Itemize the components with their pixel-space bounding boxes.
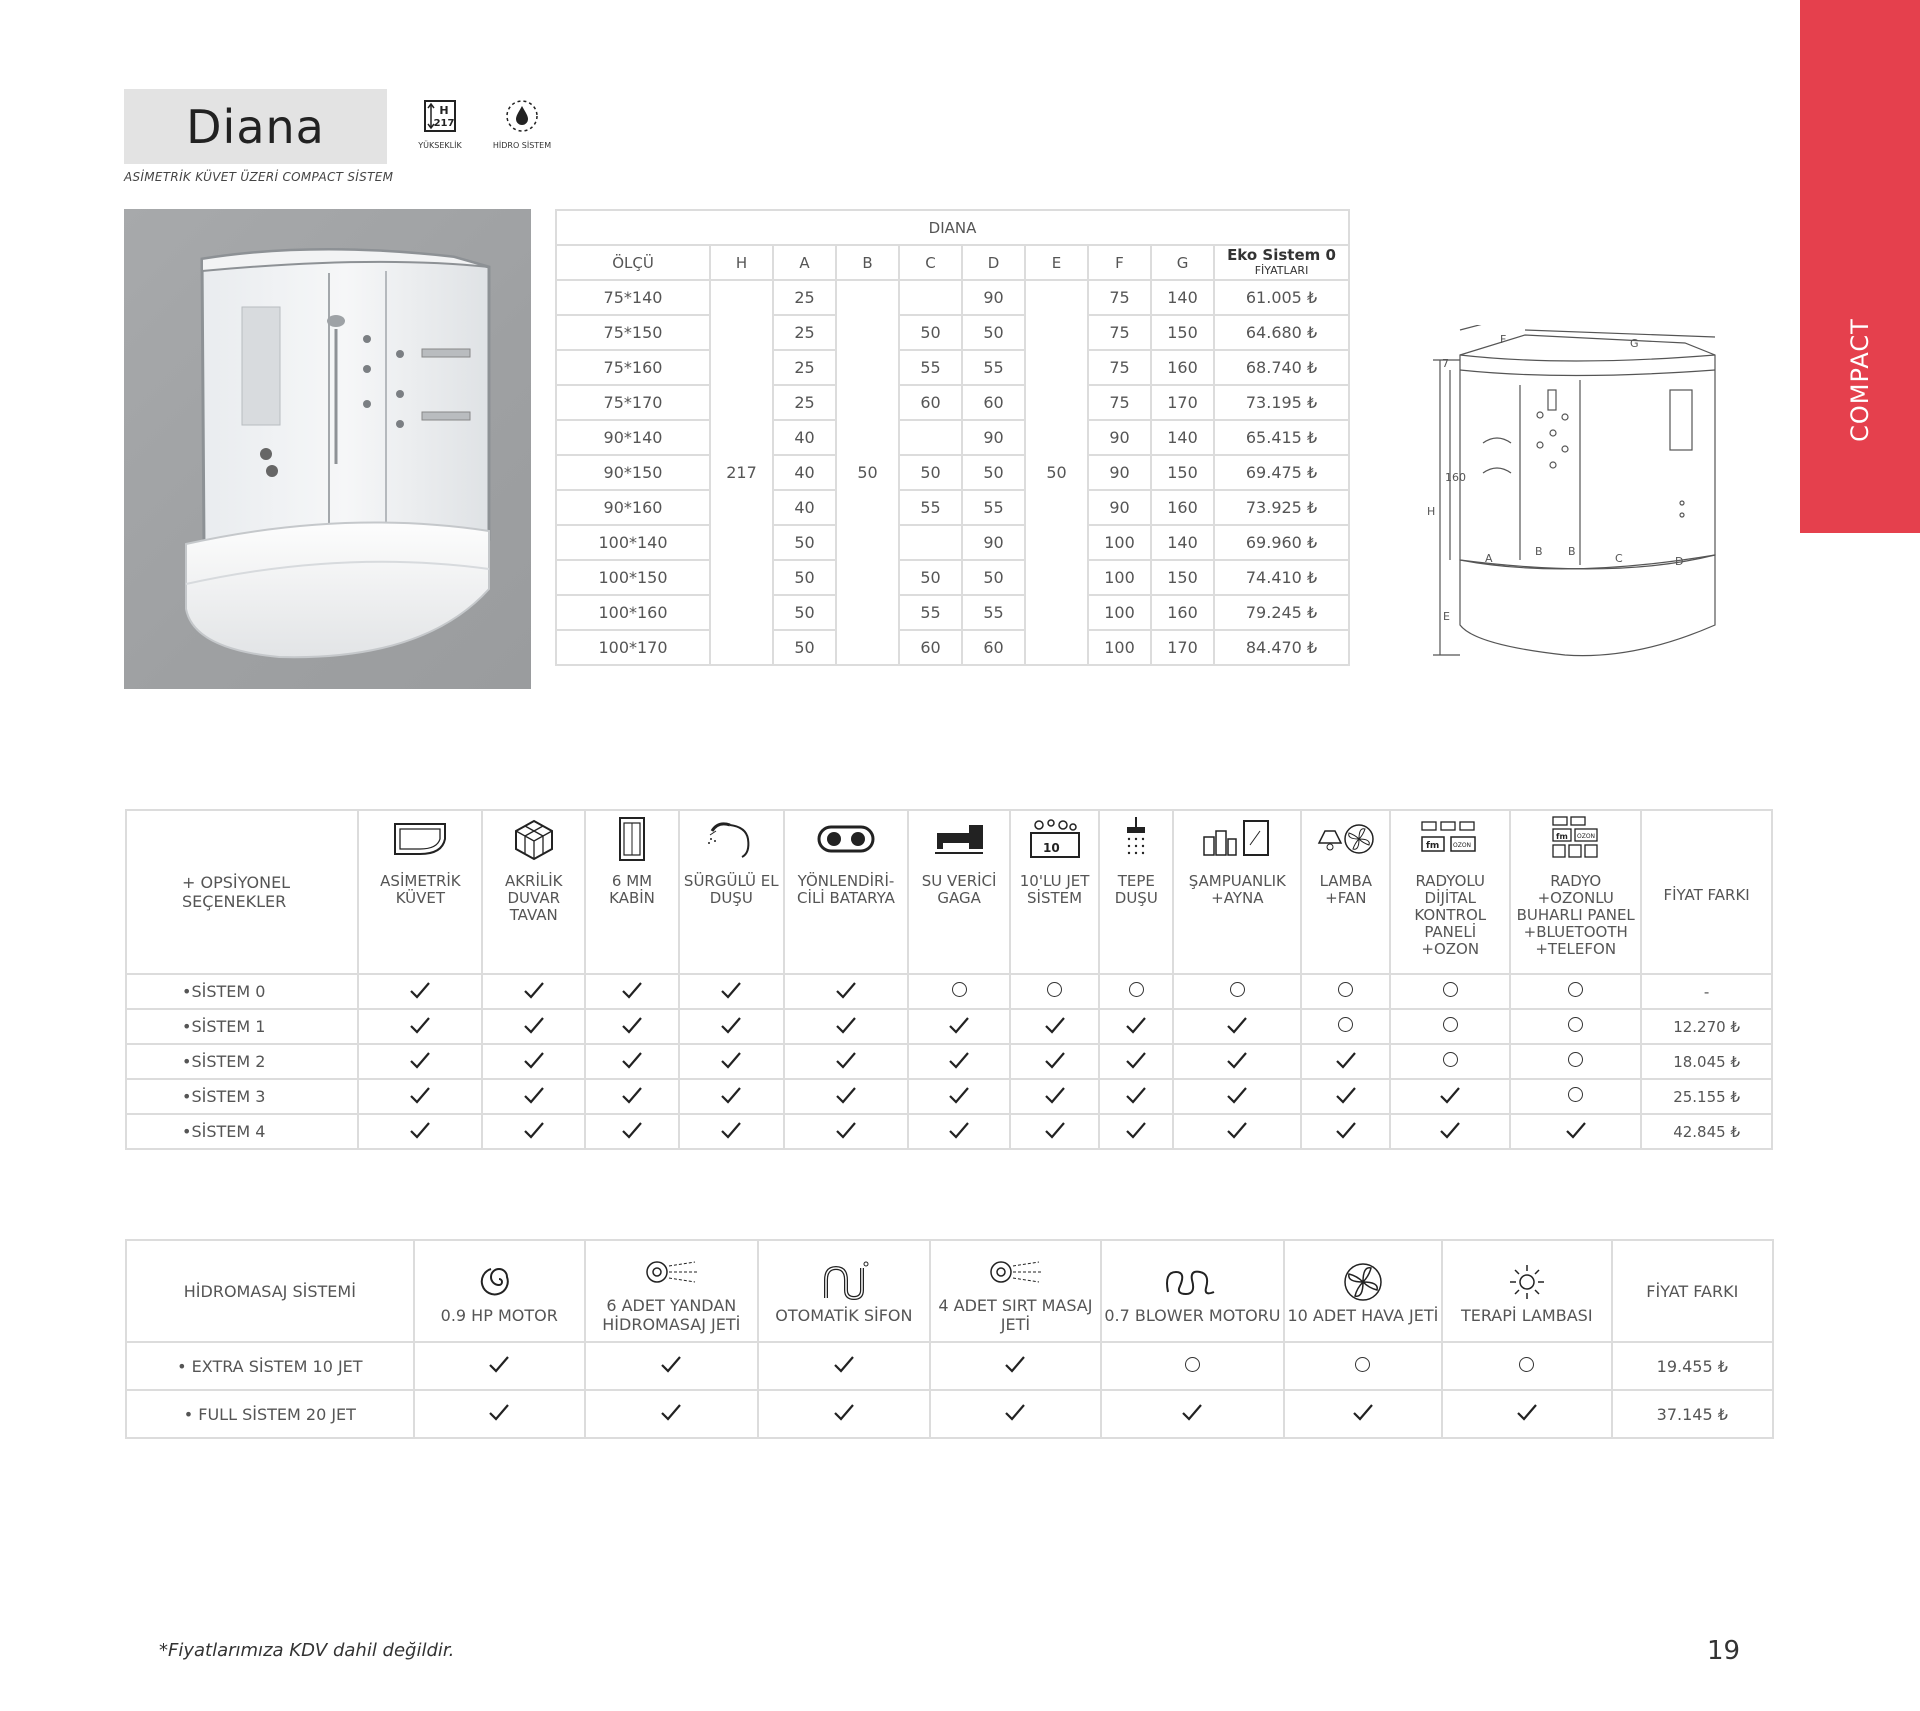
option-column-header bbox=[1099, 810, 1173, 974]
check-icon bbox=[1099, 1009, 1173, 1044]
col-d: D bbox=[962, 245, 1025, 280]
check-icon bbox=[1099, 1044, 1173, 1079]
hydro-column-label: TERAPİ LAMBASI bbox=[1460, 1305, 1593, 1325]
size-cell-price: 69.960 ₺ bbox=[1214, 525, 1349, 560]
col-c: C bbox=[899, 245, 962, 280]
air-jet-icon bbox=[1287, 1258, 1439, 1306]
size-cell-d: 55 bbox=[962, 595, 1025, 630]
product-title: Diana bbox=[124, 89, 387, 164]
check-icon bbox=[1099, 1114, 1173, 1149]
size-cell-e: 50 bbox=[1025, 280, 1088, 665]
check-icon bbox=[585, 1079, 679, 1114]
size-cell-h: 217 bbox=[710, 280, 773, 665]
motor-icon bbox=[417, 1258, 582, 1306]
circle-icon bbox=[1301, 1009, 1390, 1044]
option-price-diff: 18.045 ₺ bbox=[1641, 1044, 1772, 1079]
size-cell-c: 50 bbox=[899, 560, 962, 595]
check-icon bbox=[1301, 1044, 1390, 1079]
height-badge-label: YÜKSEKLİK bbox=[418, 141, 462, 150]
option-column-header bbox=[1510, 810, 1641, 974]
check-icon bbox=[482, 1114, 585, 1149]
check-icon bbox=[482, 1009, 585, 1044]
circle-icon bbox=[1173, 974, 1301, 1009]
size-cell-a: 25 bbox=[773, 385, 836, 420]
check-icon bbox=[585, 974, 679, 1009]
option-column-header bbox=[1390, 810, 1510, 974]
siphon-icon bbox=[761, 1258, 927, 1306]
check-icon bbox=[679, 1114, 784, 1149]
option-price-diff: 25.155 ₺ bbox=[1641, 1079, 1772, 1114]
hydro-price-diff: 19.455 ₺ bbox=[1612, 1342, 1773, 1390]
technical-drawing bbox=[1415, 325, 1740, 665]
size-cell-f: 75 bbox=[1088, 315, 1151, 350]
col-g: G bbox=[1151, 245, 1214, 280]
side-tab-label: COMPACT bbox=[1846, 318, 1874, 442]
col-price bbox=[1214, 245, 1349, 280]
option-column-header bbox=[482, 810, 585, 974]
hydro-row bbox=[126, 1390, 1773, 1438]
circle-icon bbox=[1510, 1079, 1641, 1114]
size-cell-a: 50 bbox=[773, 630, 836, 665]
option-price-diff: - bbox=[1641, 974, 1772, 1009]
size-cell-a: 50 bbox=[773, 525, 836, 560]
check-icon bbox=[1390, 1079, 1510, 1114]
size-cell-olcu: 90*160 bbox=[556, 490, 710, 525]
size-cell-c: 50 bbox=[899, 455, 962, 490]
size-cell-a: 25 bbox=[773, 280, 836, 315]
circle-icon bbox=[1010, 974, 1099, 1009]
option-column-label: ASİMETRİK KÜVET bbox=[380, 872, 461, 907]
size-cell-a: 40 bbox=[773, 455, 836, 490]
size-cell-olcu: 90*140 bbox=[556, 420, 710, 455]
check-icon bbox=[1010, 1114, 1099, 1149]
circle-icon bbox=[1301, 974, 1390, 1009]
col-b: B bbox=[836, 245, 899, 280]
hydro-column-header bbox=[1101, 1240, 1284, 1342]
svg-text:7: 7 bbox=[1442, 357, 1449, 370]
size-cell-c bbox=[899, 280, 962, 315]
size-cell-olcu: 100*140 bbox=[556, 525, 710, 560]
check-icon bbox=[482, 974, 585, 1009]
option-row bbox=[126, 1079, 1772, 1114]
check-icon bbox=[1173, 1009, 1301, 1044]
check-icon bbox=[1301, 1079, 1390, 1114]
option-column-label: 10'LU JET SİSTEM bbox=[1019, 872, 1090, 907]
check-icon bbox=[1390, 1114, 1510, 1149]
option-column-header bbox=[784, 810, 909, 974]
check-icon bbox=[758, 1390, 930, 1438]
check-icon bbox=[358, 1114, 482, 1149]
svg-text:A: A bbox=[1485, 552, 1493, 565]
option-column-label: YÖNLENDİRİ- CİLİ BATARYA bbox=[797, 872, 895, 907]
shower-cabin-illustration bbox=[124, 209, 531, 689]
size-cell-g: 150 bbox=[1151, 455, 1214, 490]
check-icon bbox=[679, 1044, 784, 1079]
hydro-column-label: 6 ADET YANDAN HİDROMASAJ JETİ bbox=[602, 1296, 741, 1334]
hydro-column-label: 10 ADET HAVA JETİ bbox=[1287, 1305, 1439, 1325]
price-header-line2: FİYATLARI bbox=[1254, 263, 1309, 277]
col-a: A bbox=[773, 245, 836, 280]
jet-system-icon bbox=[1013, 811, 1096, 867]
size-cell-f: 75 bbox=[1088, 280, 1151, 315]
circle-icon bbox=[1390, 1009, 1510, 1044]
check-icon bbox=[758, 1342, 930, 1390]
svg-text:B: B bbox=[1535, 545, 1543, 558]
spout-icon bbox=[911, 811, 1007, 867]
check-icon bbox=[1510, 1114, 1641, 1149]
hydro-price-diff: 37.145 ₺ bbox=[1612, 1390, 1773, 1438]
check-icon bbox=[930, 1342, 1101, 1390]
check-icon bbox=[1173, 1114, 1301, 1149]
option-row bbox=[126, 974, 1772, 1009]
svg-text:10: 10 bbox=[1042, 841, 1060, 855]
size-cell-f: 90 bbox=[1088, 455, 1151, 490]
check-icon bbox=[358, 1044, 482, 1079]
size-cell-d: 55 bbox=[962, 350, 1025, 385]
hydro-column-header bbox=[1284, 1240, 1442, 1342]
svg-text:fm: fm bbox=[1426, 841, 1440, 851]
circle-icon bbox=[1510, 1044, 1641, 1079]
hydro-column-header bbox=[414, 1240, 585, 1342]
shampoo-mirror-icon bbox=[1176, 811, 1298, 867]
option-column-label: FİYAT FARKI bbox=[1663, 885, 1750, 904]
option-row-label: •SİSTEM 1 bbox=[126, 1009, 358, 1044]
size-cell-f: 100 bbox=[1088, 595, 1151, 630]
size-cell-a: 40 bbox=[773, 420, 836, 455]
vat-footnote: *Fiyatlarımıza KDV dahil değildir. bbox=[159, 1640, 455, 1661]
svg-text:H: H bbox=[439, 104, 449, 117]
check-icon bbox=[358, 974, 482, 1009]
option-column-label: AKRİLİK DUVAR TAVAN bbox=[504, 872, 563, 924]
size-cell-a: 40 bbox=[773, 490, 836, 525]
size-cell-a: 25 bbox=[773, 350, 836, 385]
options-corner: + OPSİYONEL SEÇENEKLER bbox=[126, 810, 358, 974]
check-icon bbox=[482, 1044, 585, 1079]
circle-icon bbox=[1284, 1342, 1442, 1390]
option-column-label: SU VERİCİ GAGA bbox=[921, 872, 997, 907]
col-h: H bbox=[710, 245, 773, 280]
svg-text:OZON: OZON bbox=[1453, 842, 1472, 849]
size-cell-olcu: 100*170 bbox=[556, 630, 710, 665]
hydro-column-header bbox=[930, 1240, 1101, 1342]
size-cell-d: 55 bbox=[962, 490, 1025, 525]
option-row-label: •SİSTEM 0 bbox=[126, 974, 358, 1009]
size-cell-g: 150 bbox=[1151, 315, 1214, 350]
option-row bbox=[126, 1114, 1772, 1149]
hydro-column-header bbox=[1442, 1240, 1612, 1342]
size-cell-price: 64.680 ₺ bbox=[1214, 315, 1349, 350]
asymmetric-tub-icon bbox=[361, 811, 479, 867]
option-row bbox=[126, 1009, 1772, 1044]
svg-text:OZON: OZON bbox=[1576, 833, 1595, 840]
size-cell-g: 160 bbox=[1151, 595, 1214, 630]
check-icon bbox=[784, 1114, 909, 1149]
svg-text:E: E bbox=[1443, 610, 1450, 623]
option-column-header bbox=[1301, 810, 1390, 974]
size-cell-g: 170 bbox=[1151, 385, 1214, 420]
check-icon bbox=[585, 1114, 679, 1149]
hydro-badge bbox=[487, 98, 557, 150]
size-row bbox=[556, 315, 1349, 350]
svg-text:217: 217 bbox=[433, 118, 455, 129]
option-column-header bbox=[1010, 810, 1099, 974]
svg-text:160: 160 bbox=[1445, 471, 1466, 484]
size-table-title: DIANA bbox=[556, 210, 1349, 245]
svg-text:D: D bbox=[1675, 555, 1684, 568]
product-subtitle: ASİMETRİK KÜVET ÜZERİ COMPACT SİSTEM bbox=[124, 170, 394, 184]
size-cell-d: 90 bbox=[962, 280, 1025, 315]
hydro-column-header bbox=[758, 1240, 930, 1342]
size-row bbox=[556, 525, 1349, 560]
hydro-table bbox=[125, 1239, 1774, 1439]
check-icon bbox=[784, 974, 909, 1009]
option-column-header bbox=[1641, 810, 1772, 974]
size-cell-g: 170 bbox=[1151, 630, 1214, 665]
size-cell-g: 160 bbox=[1151, 350, 1214, 385]
size-cell-f: 100 bbox=[1088, 630, 1151, 665]
option-column-label: RADYO +OZONLU BUHARLI PANEL +BLUETOOTH +TELEFON bbox=[1516, 872, 1635, 958]
check-icon bbox=[908, 1044, 1010, 1079]
size-cell-g: 140 bbox=[1151, 525, 1214, 560]
size-cell-a: 50 bbox=[773, 560, 836, 595]
size-cell-price: 74.410 ₺ bbox=[1214, 560, 1349, 595]
size-cell-d: 50 bbox=[962, 560, 1025, 595]
size-cell-price: 68.740 ₺ bbox=[1214, 350, 1349, 385]
check-icon bbox=[1101, 1390, 1284, 1438]
check-icon bbox=[1301, 1114, 1390, 1149]
size-cell-d: 60 bbox=[962, 385, 1025, 420]
hydro-badge-label: HİDRO SİSTEM bbox=[492, 141, 552, 150]
option-row-label: •SİSTEM 3 bbox=[126, 1079, 358, 1114]
size-cell-c: 60 bbox=[899, 630, 962, 665]
check-icon bbox=[585, 1044, 679, 1079]
option-column-label: ŞAMPUANLIK +AYNA bbox=[1188, 872, 1286, 907]
col-f: F bbox=[1088, 245, 1151, 280]
bluetooth-panel-icon bbox=[1513, 811, 1638, 867]
back-jet-icon bbox=[933, 1248, 1098, 1296]
check-icon bbox=[1010, 1079, 1099, 1114]
size-cell-d: 60 bbox=[962, 630, 1025, 665]
check-icon bbox=[358, 1009, 482, 1044]
check-icon bbox=[1099, 1079, 1173, 1114]
check-icon bbox=[585, 1390, 758, 1438]
hydro-column-label: 0.7 BLOWER MOTORU bbox=[1104, 1305, 1281, 1325]
size-cell-price: 73.195 ₺ bbox=[1214, 385, 1349, 420]
svg-text:B: B bbox=[1568, 545, 1576, 558]
size-row bbox=[556, 630, 1349, 665]
size-cell-f: 100 bbox=[1088, 525, 1151, 560]
size-cell-f: 90 bbox=[1088, 420, 1151, 455]
size-row bbox=[556, 490, 1349, 525]
check-icon bbox=[784, 1079, 909, 1114]
size-cell-c: 55 bbox=[899, 490, 962, 525]
size-cell-price: 61.005 ₺ bbox=[1214, 280, 1349, 315]
hydro-column-header bbox=[1612, 1240, 1773, 1342]
option-column-label: TEPE DUŞU bbox=[1114, 872, 1158, 907]
svg-text:H: H bbox=[1427, 505, 1436, 518]
size-cell-olcu: 75*170 bbox=[556, 385, 710, 420]
size-cell-a: 50 bbox=[773, 595, 836, 630]
size-cell-price: 84.470 ₺ bbox=[1214, 630, 1349, 665]
cabin-icon bbox=[588, 811, 676, 867]
option-column-header bbox=[585, 810, 679, 974]
height-icon bbox=[422, 98, 458, 134]
height-badge bbox=[405, 98, 475, 150]
circle-icon bbox=[908, 974, 1010, 1009]
size-cell-c bbox=[899, 525, 962, 560]
check-icon bbox=[1442, 1390, 1612, 1438]
size-cell-price: 65.415 ₺ bbox=[1214, 420, 1349, 455]
top-shower-icon bbox=[1102, 811, 1170, 867]
size-row bbox=[556, 595, 1349, 630]
product-photo bbox=[124, 209, 531, 689]
lamp-fan-icon bbox=[1304, 811, 1387, 867]
check-icon bbox=[1284, 1390, 1442, 1438]
hydro-corner: HİDROMASAJ SİSTEMİ bbox=[126, 1240, 414, 1342]
check-icon bbox=[585, 1009, 679, 1044]
hydro-row bbox=[126, 1342, 1773, 1390]
size-row bbox=[556, 455, 1349, 490]
option-column-label: 6 MM KABİN bbox=[609, 872, 655, 907]
check-icon bbox=[908, 1114, 1010, 1149]
hydro-column-label: FİYAT FARKI bbox=[1646, 1281, 1739, 1301]
size-cell-f: 75 bbox=[1088, 385, 1151, 420]
check-icon bbox=[908, 1009, 1010, 1044]
size-row bbox=[556, 385, 1349, 420]
circle-icon bbox=[1099, 974, 1173, 1009]
size-cell-g: 140 bbox=[1151, 280, 1214, 315]
check-icon bbox=[679, 1009, 784, 1044]
size-cell-c bbox=[899, 420, 962, 455]
size-cell-c: 55 bbox=[899, 350, 962, 385]
therapy-lamp-icon bbox=[1445, 1258, 1609, 1306]
option-column-header bbox=[1173, 810, 1301, 974]
compact-side-tab bbox=[1800, 0, 1920, 533]
option-price-diff: 42.845 ₺ bbox=[1641, 1114, 1772, 1149]
size-cell-olcu: 100*150 bbox=[556, 560, 710, 595]
circle-icon bbox=[1442, 1342, 1612, 1390]
size-cell-g: 140 bbox=[1151, 420, 1214, 455]
size-cell-f: 100 bbox=[1088, 560, 1151, 595]
col-e: E bbox=[1025, 245, 1088, 280]
option-row bbox=[126, 1044, 1772, 1079]
size-row bbox=[556, 560, 1349, 595]
option-column-header bbox=[679, 810, 784, 974]
size-cell-d: 90 bbox=[962, 525, 1025, 560]
size-cell-d: 90 bbox=[962, 420, 1025, 455]
check-icon bbox=[784, 1044, 909, 1079]
size-cell-a: 25 bbox=[773, 315, 836, 350]
side-jet-icon bbox=[588, 1248, 755, 1296]
hydro-row-label: • FULL SİSTEM 20 JET bbox=[126, 1390, 414, 1438]
option-column-label: LAMBA +FAN bbox=[1319, 872, 1373, 907]
mixer-icon bbox=[787, 811, 906, 867]
size-cell-b: 50 bbox=[836, 280, 899, 665]
check-icon bbox=[679, 1079, 784, 1114]
acrylic-ceiling-icon bbox=[485, 811, 582, 867]
check-icon bbox=[414, 1342, 585, 1390]
option-column-header bbox=[358, 810, 482, 974]
option-row-label: •SİSTEM 4 bbox=[126, 1114, 358, 1149]
check-icon bbox=[358, 1079, 482, 1114]
check-icon bbox=[784, 1009, 909, 1044]
page-number: 19 bbox=[1707, 1636, 1741, 1666]
size-cell-d: 50 bbox=[962, 315, 1025, 350]
check-icon bbox=[930, 1390, 1101, 1438]
size-cell-olcu: 75*160 bbox=[556, 350, 710, 385]
size-cell-d: 50 bbox=[962, 455, 1025, 490]
size-cell-g: 150 bbox=[1151, 560, 1214, 595]
options-table bbox=[125, 809, 1773, 1150]
check-icon bbox=[414, 1390, 585, 1438]
size-cell-price: 79.245 ₺ bbox=[1214, 595, 1349, 630]
option-column-label: SÜRGÜLÜ EL DUŞU bbox=[683, 872, 779, 907]
radio-panel-icon bbox=[1393, 811, 1507, 867]
option-column-label: RADYOLU DİJİTAL KONTROL PANELİ +OZON bbox=[1414, 872, 1487, 958]
size-cell-c: 50 bbox=[899, 315, 962, 350]
check-icon bbox=[585, 1342, 758, 1390]
size-row bbox=[556, 350, 1349, 385]
size-price-table bbox=[555, 209, 1350, 666]
size-cell-olcu: 100*160 bbox=[556, 595, 710, 630]
water-drop-icon bbox=[504, 98, 540, 134]
size-cell-g: 160 bbox=[1151, 490, 1214, 525]
size-cell-c: 60 bbox=[899, 385, 962, 420]
col-olcu: ÖLÇÜ bbox=[556, 245, 710, 280]
check-icon bbox=[1173, 1079, 1301, 1114]
check-icon bbox=[1173, 1044, 1301, 1079]
option-column-header bbox=[908, 810, 1010, 974]
hydro-column-label: 0.9 HP MOTOR bbox=[440, 1305, 558, 1325]
size-row bbox=[556, 420, 1349, 455]
size-cell-f: 90 bbox=[1088, 490, 1151, 525]
size-cell-c: 55 bbox=[899, 595, 962, 630]
svg-text:G: G bbox=[1630, 337, 1639, 350]
price-header-line1: Eko Sistem 0 bbox=[1227, 245, 1336, 264]
circle-icon bbox=[1390, 974, 1510, 1009]
circle-icon bbox=[1101, 1342, 1284, 1390]
hand-shower-icon bbox=[682, 811, 781, 867]
size-cell-f: 75 bbox=[1088, 350, 1151, 385]
check-icon bbox=[908, 1079, 1010, 1114]
hydro-column-label: OTOMATİK SİFON bbox=[775, 1305, 913, 1325]
svg-text:C: C bbox=[1615, 552, 1623, 565]
size-cell-price: 73.925 ₺ bbox=[1214, 490, 1349, 525]
circle-icon bbox=[1510, 974, 1641, 1009]
check-icon bbox=[1010, 1044, 1099, 1079]
check-icon bbox=[482, 1079, 585, 1114]
option-row-label: •SİSTEM 2 bbox=[126, 1044, 358, 1079]
size-cell-olcu: 75*150 bbox=[556, 315, 710, 350]
blower-icon bbox=[1104, 1258, 1281, 1306]
size-cell-olcu: 75*140 bbox=[556, 280, 710, 315]
svg-text:F: F bbox=[1500, 333, 1507, 346]
circle-icon bbox=[1390, 1044, 1510, 1079]
circle-icon bbox=[1510, 1009, 1641, 1044]
check-icon bbox=[679, 974, 784, 1009]
hydro-column-header bbox=[585, 1240, 758, 1342]
size-row bbox=[556, 280, 1349, 315]
option-price-diff: 12.270 ₺ bbox=[1641, 1009, 1772, 1044]
svg-text:fm: fm bbox=[1555, 832, 1568, 841]
check-icon bbox=[1010, 1009, 1099, 1044]
hydro-row-label: • EXTRA SİSTEM 10 JET bbox=[126, 1342, 414, 1390]
hydro-column-label: 4 ADET SIRT MASAJ JETİ bbox=[938, 1296, 1093, 1334]
size-cell-price: 69.475 ₺ bbox=[1214, 455, 1349, 490]
size-cell-olcu: 90*150 bbox=[556, 455, 710, 490]
